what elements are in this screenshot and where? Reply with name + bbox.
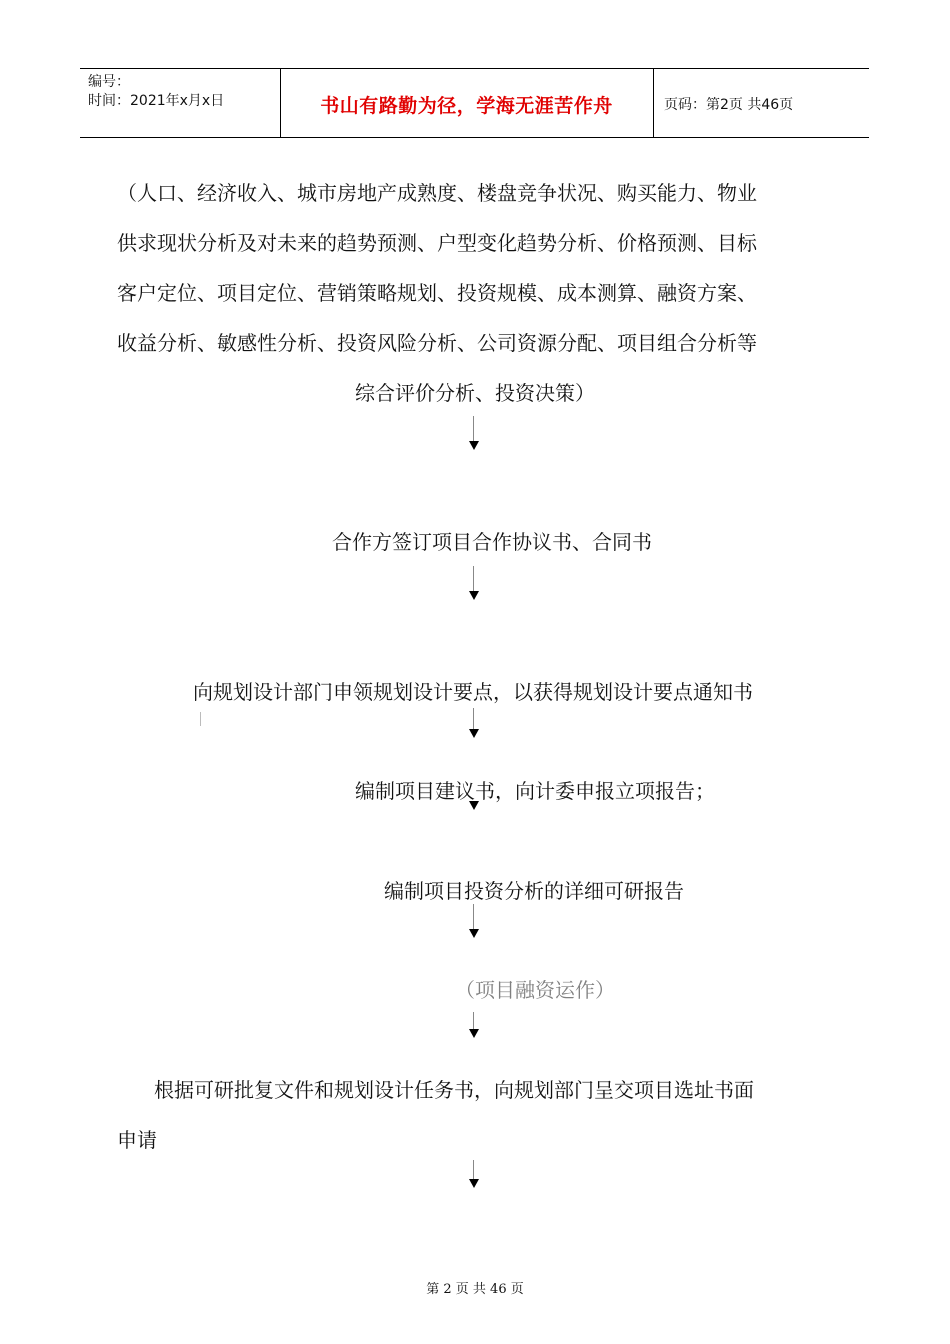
step-feasibility: 编制项目投资分析的详细可研报告	[384, 879, 684, 903]
flow-arrow-down-icon	[467, 708, 481, 740]
flow-arrow-down-icon	[467, 1012, 481, 1040]
step-proposal: 编制项目建议书，向计委申报立项报告；	[355, 779, 715, 803]
time-label: 时间：2021年x月x日	[88, 93, 225, 109]
flow-arrow-down-icon	[467, 416, 481, 452]
flow-arrow-down-icon	[467, 1160, 481, 1190]
page-footer: 第 2 页 共 46 页	[426, 1282, 524, 1297]
analysis-line-4: 收益分析、敏感性分析、投资风险分析、公司资源分配、项目组合分析等	[117, 331, 757, 355]
margin-mark	[200, 712, 201, 726]
serial-label: 编号：	[88, 74, 130, 90]
header-page-info: 页码：第2页 共46页	[664, 97, 794, 113]
step-site-line-1: 根据可研批复文件和规划设计任务书，向规划部门呈交项目选址书面	[154, 1078, 754, 1102]
flow-arrow-down-icon	[467, 566, 481, 602]
analysis-line-3: 客户定位、项目定位、营销策略规划、投资规模、成本测算、融资方案、	[117, 281, 757, 305]
analysis-line-2: 供求现状分析及对未来的趋势预测、户型变化趋势分析、价格预测、目标	[117, 231, 757, 255]
page-header	[80, 68, 869, 138]
analysis-line-1: （人口、经济收入、城市房地产成熟度、楼盘竞争状况、购买能力、物业	[117, 181, 757, 205]
header-meta	[88, 73, 224, 111]
step-planning: 向规划设计部门申领规划设计要点，以获得规划设计要点通知书	[193, 680, 753, 704]
header-divider	[653, 69, 654, 137]
step-contract: 合作方签订项目合作协议书、合同书	[332, 530, 652, 554]
flow-arrow-down-icon	[467, 799, 481, 815]
step-financing: （项目融资运作）	[455, 978, 615, 1002]
step-site-line-2: 申请	[117, 1128, 157, 1152]
header-motto: 书山有路勤为径，学海无涯苦作舟	[320, 95, 613, 117]
analysis-line-5: 综合评价分析、投资决策）	[355, 381, 595, 405]
flow-arrow-down-icon	[467, 904, 481, 940]
